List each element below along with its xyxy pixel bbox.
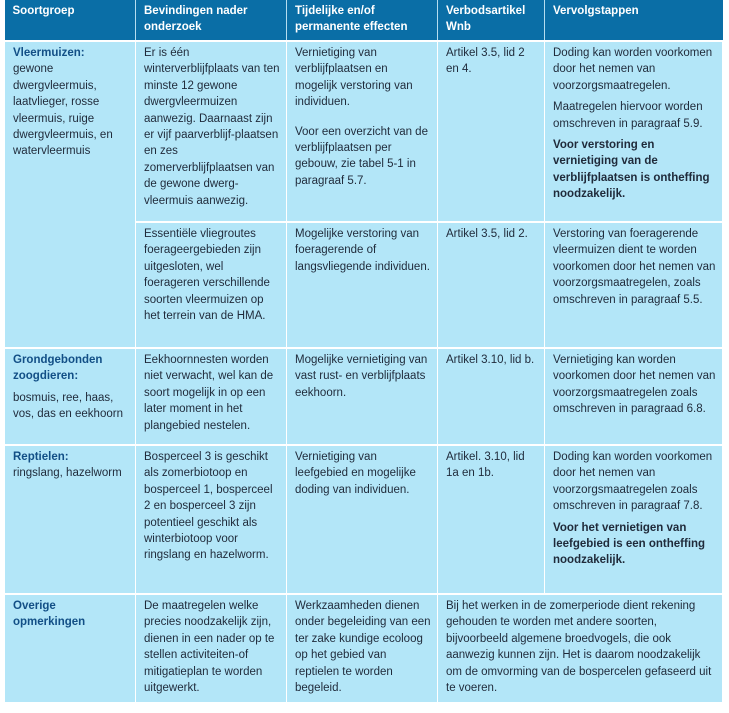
- bevindingen-cell: [136, 222, 287, 348]
- bevindingen-text: Bosperceel 3 is geschikt als zomerbiotoop en bosperceel 1, bosperceel 2 en bosperceel 3 zijn potentieel geschikt als winterbiotoop voor ringslang en hazelworm.: [144, 451, 273, 562]
- effecten-cell: [287, 348, 438, 445]
- effecten-text: Mogelijke vernietiging van vast rust- en verblijfplaats eekhoorn.: [295, 354, 428, 399]
- vervolg-cell: [545, 445, 723, 594]
- species-findings-table: [4, 0, 723, 703]
- bevindingen-text: Essentiële vliegroutes foerageergebieden zijn uitgesloten, wel foerageren verschillende soorten vleermuizen op het terrein van de HMA.: [144, 228, 270, 323]
- vervolg-cell-merged: [438, 594, 723, 703]
- effecten-cell: [287, 594, 438, 703]
- vervolg-text: Doding kan worden voorkomen door het nemen van voorzorgsmaatregelen.: [553, 47, 713, 92]
- artikel-text: Artikel 3.5, lid 2.: [446, 228, 528, 240]
- soortgroep-cell-overige: [5, 594, 136, 703]
- artikel-text: Artikel. 3.10, lid 1a en 1b.: [446, 451, 525, 480]
- soortgroep-title: Vleermuizen:: [13, 47, 85, 59]
- header-verbodsartikel: Verbodsartikel Wnb: [438, 0, 545, 41]
- vervolg-text: Verstoring van foeragerende vleermuizen dient te worden voorkomen door het nemen van voorzorgsmaatregelen, zoals omschreven in paragraaf 5.5.: [553, 228, 716, 306]
- soortgroep-species: ringslang, hazelworm: [13, 467, 122, 480]
- vervolg-text: Bij het werken in de zomerperiode dient rekening gehouden te worden met andere soorten, bijvoorbeeld algemene broedvogels, die ook aanwezig kunnen zijn. Het is daarom noodzakelijk om de omvorming van de bospercelen gefaseerd uit te voeren.: [446, 600, 712, 695]
- effecten-text: Werkzaamheden dienen onder begeleiding van een ter zake kundige ecoloog op het gebied van reptielen te worden begeleid.: [295, 600, 431, 695]
- effecten-text: Mogelijke verstoring van foeragerende of langsvliegende individuen.: [295, 228, 430, 273]
- effecten-text: Vernietiging van verblijfplaatsen en mogelijk verstoring van individuen.: [295, 47, 413, 109]
- artikel-cell: [438, 445, 545, 594]
- bevindingen-cell: [136, 594, 287, 703]
- vervolg-cell: [545, 348, 723, 445]
- artikel-text: Artikel 3.5, lid 2 en 4.: [446, 47, 525, 76]
- bevindingen-cell: [136, 41, 287, 222]
- header-vervolgstappen: Vervolgstappen: [545, 0, 723, 41]
- soortgroep-title: Reptielen:: [13, 451, 69, 463]
- header-effecten: Tijdelijke en/of permanente effecten: [287, 0, 438, 41]
- artikel-cell: [438, 222, 545, 348]
- soortgroep-species: gewone dwergvleermuis, laatvlieger, rosse vleermuis, ruige dwergvleermuis, en watervleermuis: [13, 63, 113, 158]
- vervolg-cell: [545, 222, 723, 348]
- artikel-cell: [438, 41, 545, 222]
- table-row: [5, 41, 723, 222]
- bevindingen-text: Er is één winterverblijfplaats van ten minste 12 gewone dwergvleermuizen aanwezig. Daarnaast zijn er vijf paarverblijf-plaatsen en zes zomerverblijfplaatsen van de gewone dwerg-vleermuis aanwezig.: [144, 47, 280, 207]
- vervolg-text: Doding kan worden voorkomen door het nemen van voorzorgsmaatregelen zoals omschreven in paragraaf 7.8.: [553, 451, 713, 513]
- soortgroep-title: Grondgebonden zoogdieren:: [13, 354, 103, 383]
- effecten-cell: [287, 445, 438, 594]
- soortgroep-species: bosmuis, ree, haas, vos, das en eekhoorn: [13, 391, 123, 421]
- bevindingen-text: Eekhoornnesten worden niet verwacht, wel kan de soort mogelijk in op een later moment in het plangebied nestelen.: [144, 354, 274, 432]
- effecten-text: Vernietiging van leefgebied en mogelijke doding van individuen.: [295, 451, 416, 496]
- header-row: [5, 0, 723, 41]
- header-soortgroep: Soortgroep: [5, 0, 136, 41]
- bevindingen-text: De maatregelen welke precies noodzakelijk zijn, dienen in een nader op te stellen activiteiten-of mitigatieplan te worden uitgewerkt.: [144, 600, 275, 695]
- table-row: [5, 348, 723, 445]
- effecten-cell: [287, 222, 438, 348]
- table-row: [5, 594, 723, 703]
- soortgroep-title: Overige opmerkingen: [13, 600, 86, 629]
- header-bevindingen: Bevindingen nader onderzoek: [136, 0, 287, 41]
- soortgroep-cell-reptielen: [5, 445, 136, 594]
- vervolg-text: Vernietiging kan worden voorkomen door het nemen van voorzorgsmaatregelen zoals omschreven in paragraad 6.8.: [553, 354, 716, 416]
- table-row: [5, 445, 723, 594]
- vervolg-text: Maatregelen hiervoor worden omschreven in paragraaf 5.9.: [553, 101, 703, 130]
- vervolg-text-bold: Voor verstoring en vernietiging van de verblijfplaatsen is ontheffing noodzakelijk.: [553, 139, 710, 201]
- soortgroep-cell-vleermuizen: [5, 41, 136, 348]
- artikel-text: Artikel 3.10, lid b.: [446, 354, 535, 366]
- artikel-cell: [438, 348, 545, 445]
- bevindingen-cell: [136, 445, 287, 594]
- vervolg-cell: [545, 41, 723, 222]
- soortgroep-cell-grondgebonden: [5, 348, 136, 445]
- effecten-cell: [287, 41, 438, 222]
- effecten-text: Voor een overzicht van de verblijfplaatsen per gebouw, zie tabel 5-1 in paragraaf 5.7.: [295, 125, 428, 187]
- vervolg-text-bold: Voor het vernietigen van leefgebied is een ontheffing noodzakelijk.: [553, 521, 706, 567]
- bevindingen-cell: [136, 348, 287, 445]
